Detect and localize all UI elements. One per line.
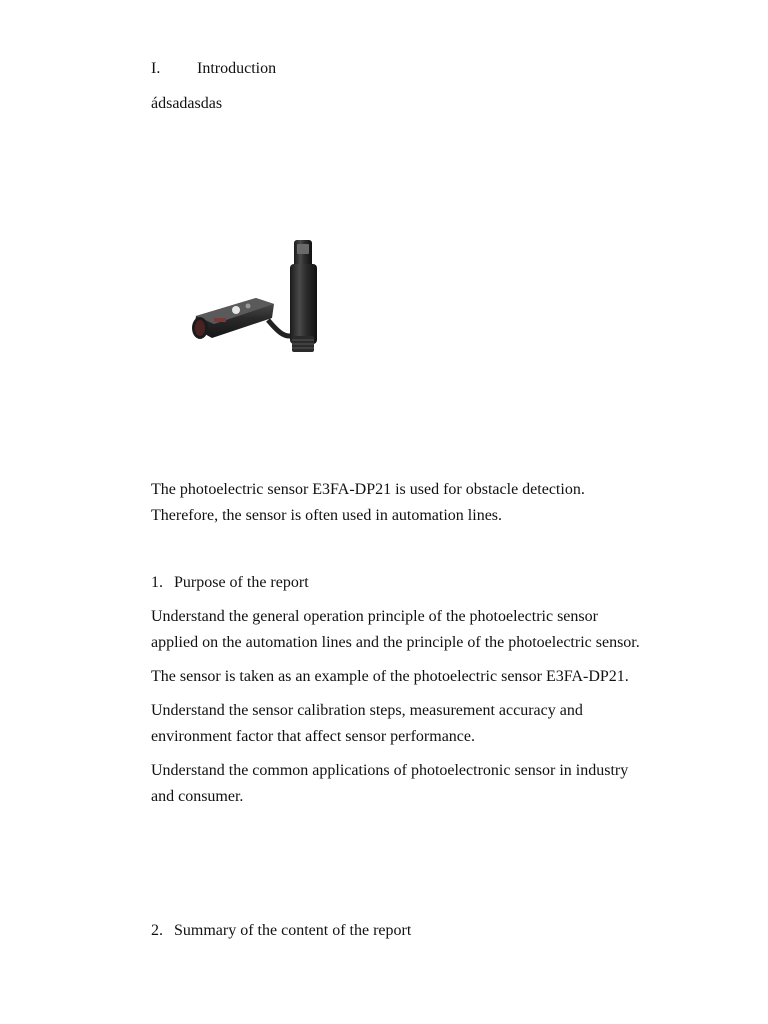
paragraph-line: environment factor that affect sensor performance. [151, 728, 475, 745]
paragraph-line: Therefore, the sensor is often used in automation lines. [151, 507, 503, 524]
purpose-paragraph-4 [151, 758, 721, 810]
section-heading-summary [151, 918, 721, 944]
section-number: 1. [151, 574, 163, 591]
purpose-paragraph-2 [151, 664, 721, 690]
paragraph-line: Understand the general operation principle of the photoelectric sensor [151, 608, 598, 625]
paragraph-line: Understand the common applications of photoelectronic sensor in industry [151, 762, 629, 779]
section-title: Summary of the content of the report [174, 922, 412, 939]
sensor-product-image [186, 236, 326, 360]
heading-number: I. [151, 60, 161, 77]
purpose-paragraph-1 [151, 604, 721, 656]
filler-text: ádsadasdas [151, 95, 223, 112]
section-title: Purpose of the report [174, 574, 309, 591]
purpose-paragraph-3 [151, 698, 721, 750]
intro-paragraph [151, 477, 721, 529]
section-heading-introduction [151, 56, 276, 82]
paragraph-line: applied on the automation lines and the principle of the photoelectric sensor. [151, 634, 640, 651]
paragraph-line: and consumer. [151, 788, 244, 805]
section-heading-purpose [151, 570, 721, 596]
section-number: 2. [151, 922, 163, 939]
paragraph-line: Understand the sensor calibration steps, measurement accuracy and [151, 702, 583, 719]
paragraph-line: The sensor is taken as an example of the photoelectric sensor E3FA-DP21. [151, 668, 629, 685]
paragraph-line: The photoelectric sensor E3FA-DP21 is used for obstacle detection. [151, 481, 585, 498]
heading-title: Introduction [197, 60, 277, 77]
